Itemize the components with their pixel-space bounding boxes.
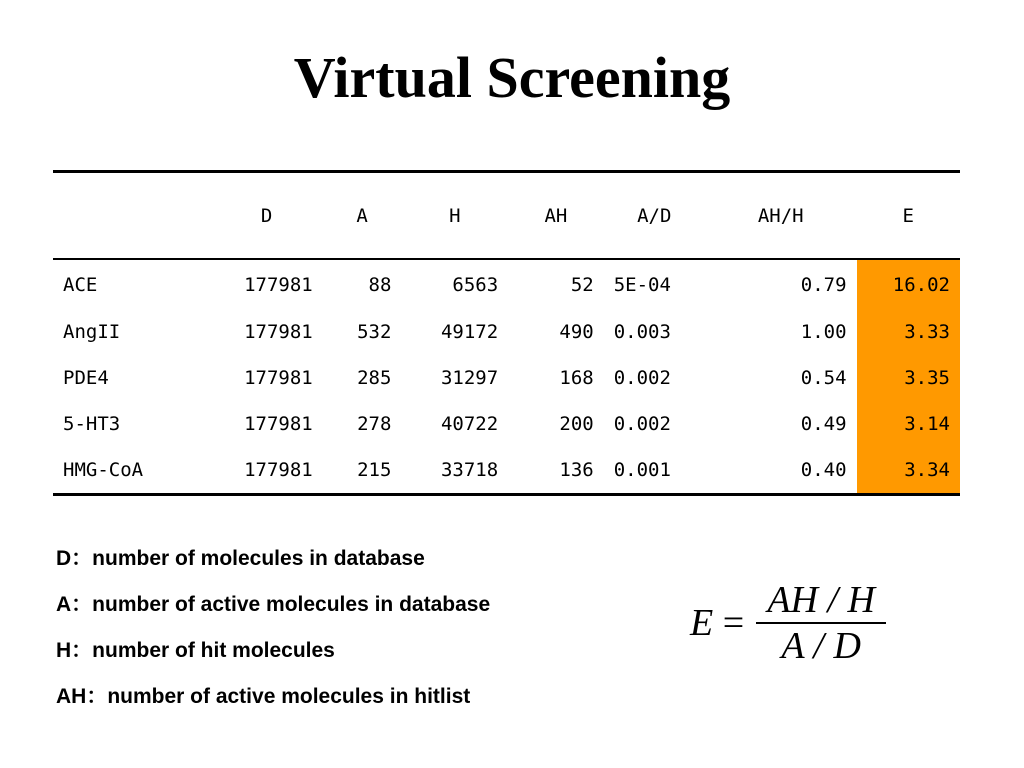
cell-h: 33718	[440, 459, 499, 481]
cell-e: 3.33	[857, 309, 960, 355]
formula-denominator: A / D	[781, 625, 861, 667]
cell-d: 177981	[244, 367, 313, 389]
formula-equals: =	[722, 602, 745, 644]
cell-ah-over-h: 0.79	[800, 273, 847, 296]
cell-target: AngII	[63, 321, 121, 343]
cell-e: 3.35	[857, 355, 960, 401]
cell-ah: 490	[559, 321, 594, 343]
table-row	[53, 401, 960, 447]
cell-ah-over-h: 0.54	[800, 367, 847, 389]
cell-target: ACE	[63, 273, 98, 296]
cell-h: 6563	[452, 273, 499, 296]
enrichment-formula	[690, 578, 886, 668]
cell-a-over-d: 0.001	[613, 459, 671, 481]
cell-a-over-d: 5E-04	[613, 273, 671, 296]
formula-lhs	[690, 601, 744, 645]
col-header-ah: AH	[544, 204, 568, 227]
cell-a-over-d: 0.002	[613, 367, 671, 389]
col-header-ah-over-h: AH/H	[757, 204, 804, 227]
cell-target: PDE4	[63, 367, 109, 389]
cell-e: 3.34	[857, 447, 960, 495]
table-header-row	[53, 172, 960, 260]
cell-a-over-d: 0.002	[613, 413, 671, 435]
cell-ah-over-h: 1.00	[800, 321, 847, 343]
cell-target: HMG-CoA	[63, 459, 144, 481]
cell-ah: 52	[570, 273, 594, 296]
page-title: Virtual Screening	[293, 45, 731, 110]
cell-a: 532	[357, 321, 392, 343]
col-header-target	[53, 172, 210, 260]
cell-target: 5-HT3	[63, 413, 121, 435]
cell-ah-over-h: 0.49	[800, 413, 847, 435]
col-header-e: E	[902, 204, 914, 227]
cell-d: 177981	[244, 321, 313, 343]
cell-ah: 200	[559, 413, 594, 435]
formula-fraction	[756, 578, 886, 668]
cell-ah: 136	[559, 459, 594, 481]
cell-a: 278	[357, 413, 392, 435]
cell-h: 31297	[440, 367, 499, 389]
cell-a: 285	[357, 367, 392, 389]
definition-h: H：number of hit molecules	[56, 639, 335, 662]
col-header-d: D	[260, 204, 273, 227]
definition-a: A：number of active molecules in database	[56, 593, 491, 616]
cell-e: 16.02	[857, 259, 960, 309]
cell-a: 215	[357, 459, 392, 481]
table-row	[53, 259, 960, 309]
col-header-h: H	[449, 204, 461, 227]
definitions-list	[56, 540, 490, 724]
cell-h: 40722	[440, 413, 499, 435]
screening-table	[53, 170, 960, 496]
col-header-a-over-d: A/D	[637, 204, 672, 227]
cell-ah: 168	[559, 367, 594, 389]
definition-ah: AH：number of active molecules in hitlist	[56, 685, 471, 708]
cell-h: 49172	[440, 321, 499, 343]
cell-e: 3.14	[857, 401, 960, 447]
formula-lhs-symbol: E	[690, 602, 714, 644]
table-row	[53, 309, 960, 355]
cell-a: 88	[368, 273, 392, 296]
cell-ah-over-h: 0.40	[800, 459, 847, 481]
cell-a-over-d: 0.003	[613, 321, 671, 343]
cell-d: 177981	[244, 459, 313, 481]
cell-d: 177981	[244, 273, 313, 296]
col-header-a: A	[356, 204, 368, 227]
formula-numerator: AH / H	[767, 579, 875, 621]
definition-d: D：number of molecules in database	[56, 547, 425, 570]
cell-d: 177981	[244, 413, 313, 435]
table-row	[53, 447, 960, 495]
table-row	[53, 355, 960, 401]
